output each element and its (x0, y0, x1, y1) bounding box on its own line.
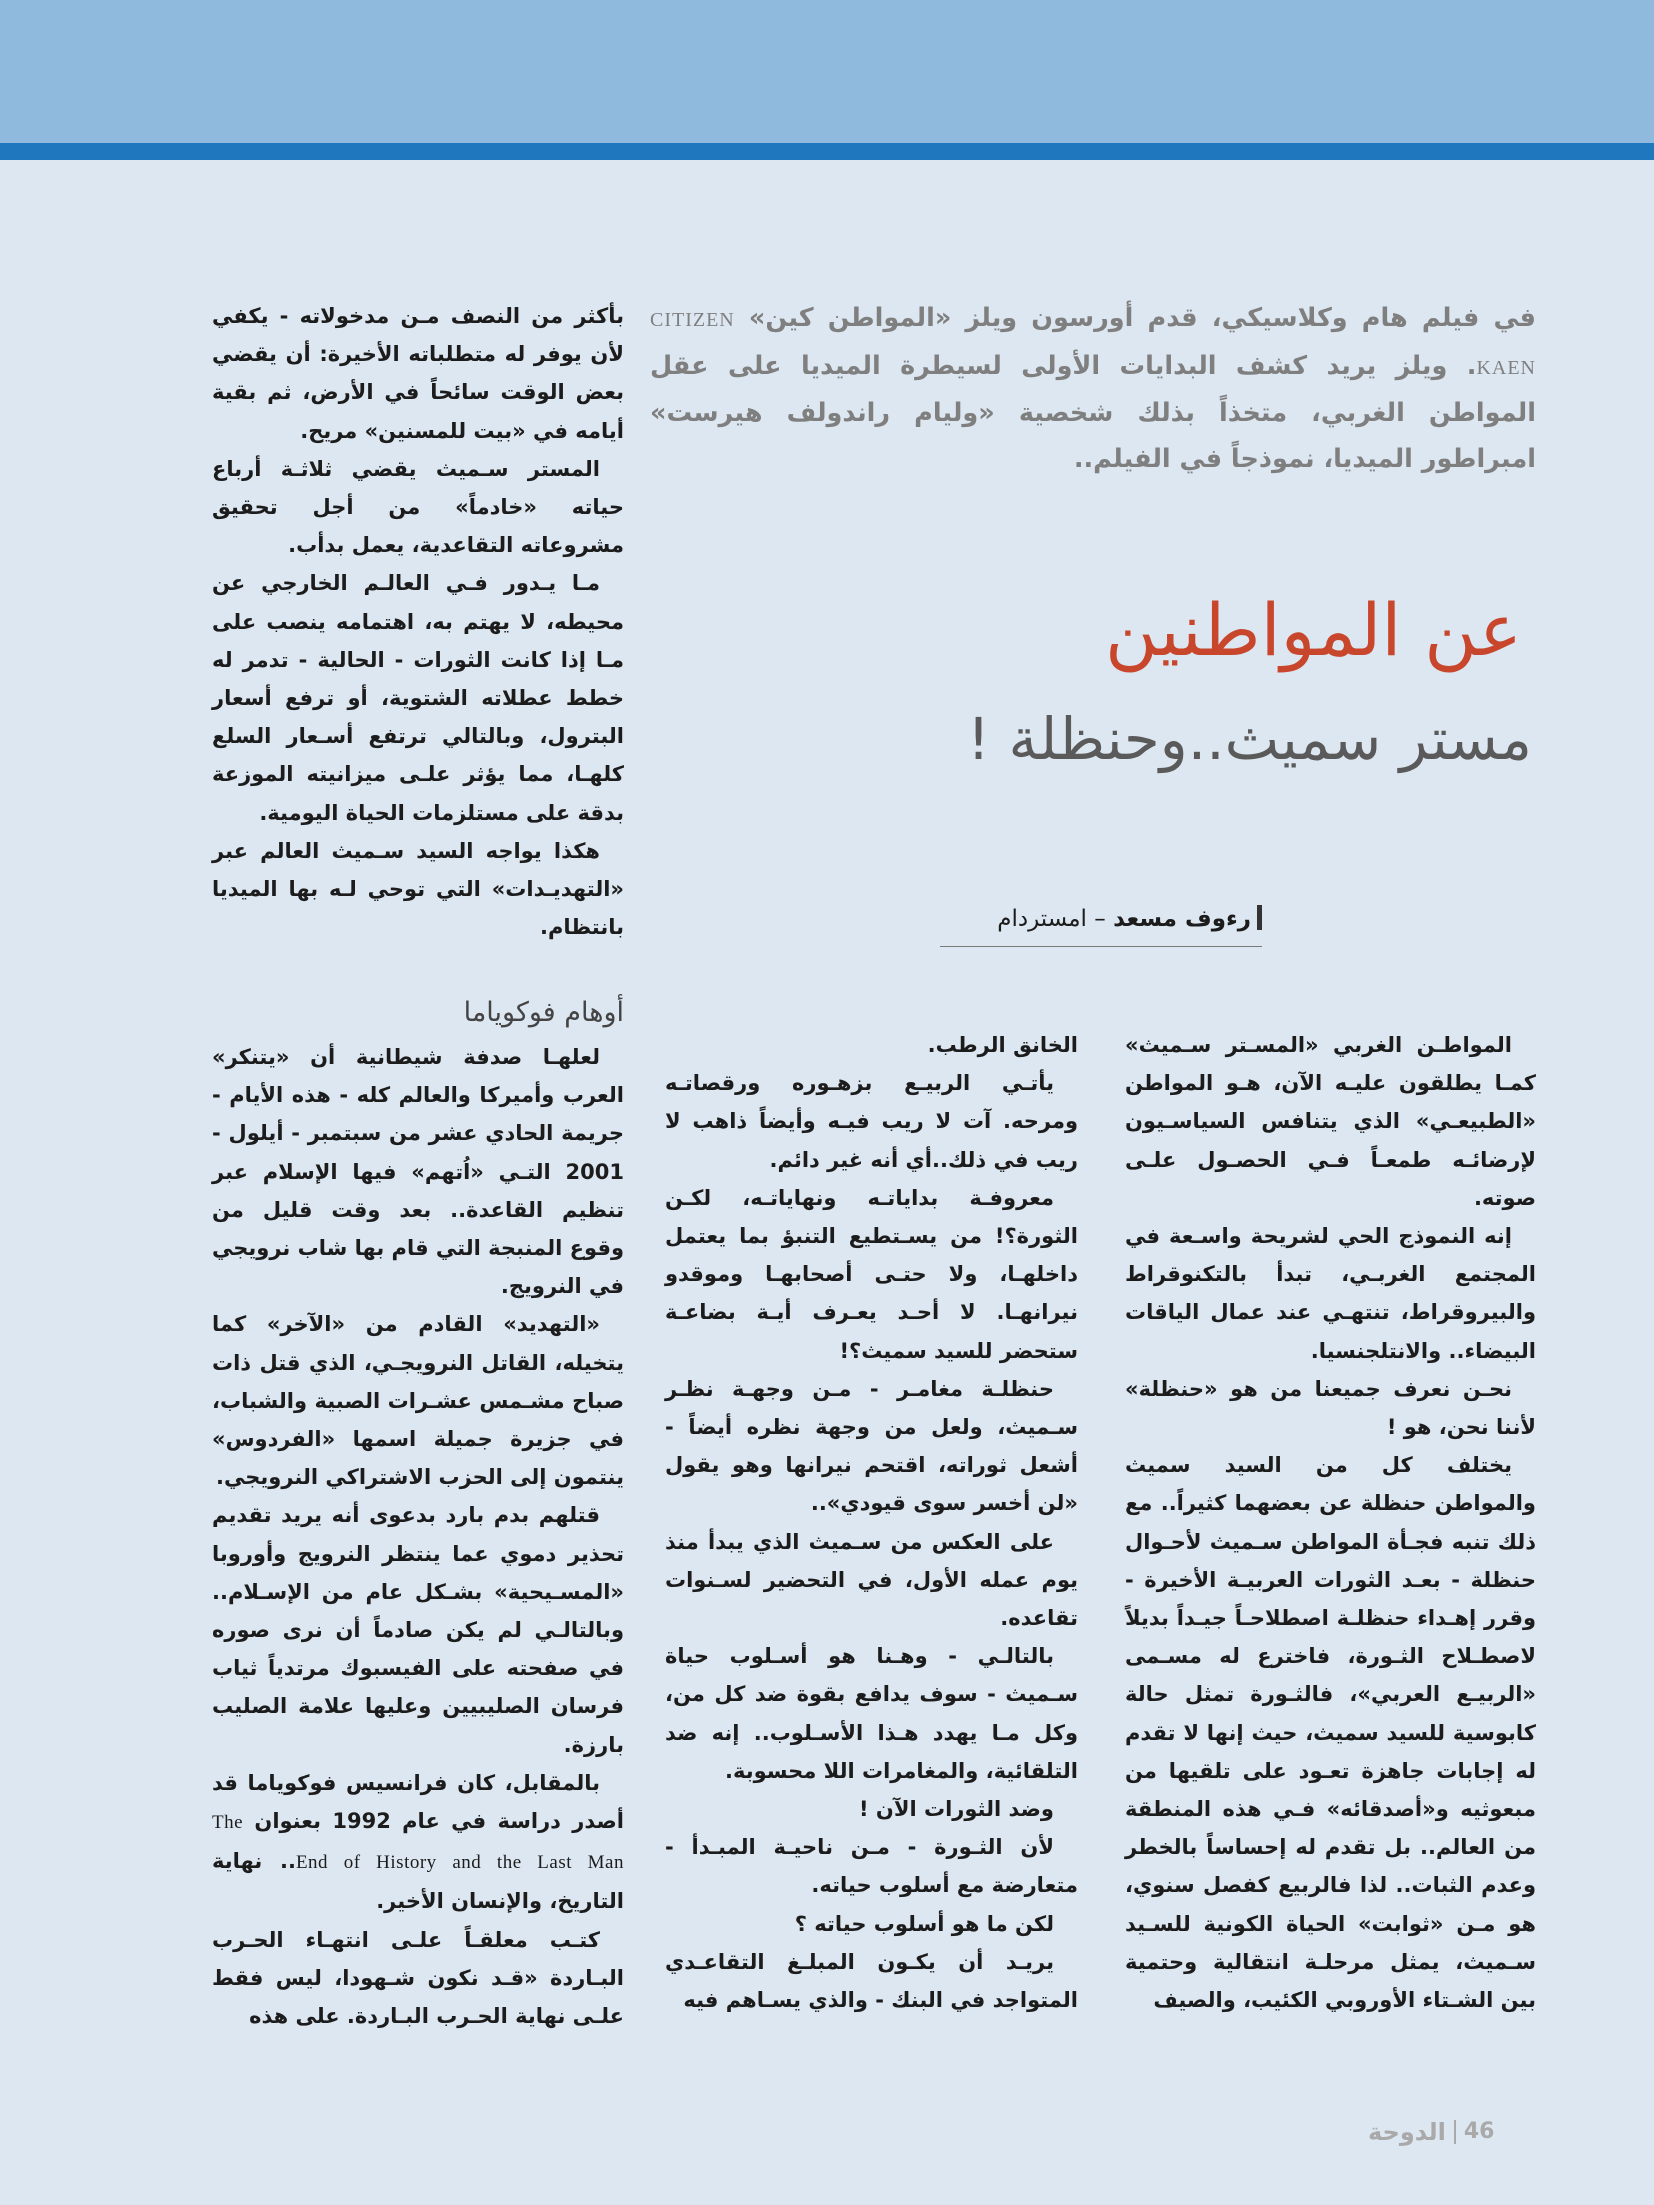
paragraph: الخانق الرطب. (927, 1033, 1078, 1057)
intro-latin-title: CITIZEN KAEN (650, 309, 1536, 379)
column-bottom-left (212, 990, 624, 2035)
column-right (1125, 1026, 1536, 2019)
paragraph: مـا يـدور فـي العالـم الخارجي عن محيطه، لا يهتم به، اهتمامه ينصب على مـا إذا كانت الثورات - الحالية - تدمر له خطط عطلاته الشتوية، أو ترفع أسعار البترول، وبالتالي ترتفع أسـعار السلع كلهـا، مما يؤثر علـى ميزانيته الموزعة بدقة على مستلزمات الحياة اليومية. (212, 571, 624, 825)
paragraph: بالتالـي - وهـنا هو أسـلوب حياة سـميث - سوف يدافع بقوة ضد كل من، وكل مـا يهدد هـذا الأسـلوب.. إنه ضد التلقائية، والمغامرات اللا محسوبة. (665, 1644, 1078, 1783)
paragraph: «التهديد» القادم من «الآخر» كما يتخيله، القاتل النرويجـي، الذي قتل ذات صباح مشـمس عشـرات الصبية والشباب، في جزيرة جميلة اسمها «الفردوس» ينتمون إلى الحزب الاشتراكي النرويجي. (212, 1312, 624, 1490)
paragraph: المواطـن الغربي «المسـتر سـميث» كمـا يطلقون عليـه الآن، هـو المواطن «الطبيعـي» الذي يتنافس السياسـيون لإرضائـه طمعـاً فـي الحصـول علـى صوته. (1125, 1033, 1536, 1210)
paragraph-text: .. نهاية التاريخ، والإنسان الأخير. (212, 1849, 624, 1914)
page-number: 46 (1463, 2119, 1495, 2144)
paragraph-text: بالمقابل، كان فرانسيس فوكوياما قد أصدر دراسة في عام 1992 بعنوان (212, 1770, 624, 1834)
author-name: رءوف مسعد (1113, 906, 1251, 932)
paragraph: لكن ما هو أسلوب حياته ؟ (794, 1911, 1054, 1936)
paragraph: يريـد أن يكـون المبلـغ التقاعـدي المتواجد في البنك - والذي يسـاهم فيه (665, 1949, 1078, 2013)
paragraph: معروفـة بداياتـه ونهاياتـه، لكـن الثورة؟! من يسـتطيع التنبؤ بما يعتمل داخلهـا، ولا حتـى أصحابهـا وموقدو نيرانهـا. لا أحـد يعـرف أيـة بضاعـة ستحضر للسيد سميث؟! (665, 1185, 1078, 1363)
intro-text-2: . ويلز يريد كشف البدايات الأولى لسيطرة الميديا على عقل المواطن الغربي، متخذاً بذلك شخصية «وليام راندولف هيرست» امبراطور الميديا، نموذجاً في الفيلم.. (650, 350, 1536, 474)
column-top-left (212, 297, 624, 946)
intro-text-1: في فيلم هام وكلاسيكي، قدم أورسون ويلز «المواطن كين» (734, 303, 1536, 333)
paragraph: قتلهم بدم بارد بدعوى أنه يريد تقديم تحذير دموي عما ينتظر النرويج وأوروبا «المسـيحية» بشـكل عام من الإسـلام.. وبالتالـي لم يكن صادماً أن نرى صوره في صفحته على الفيسبوك مرتدياً ثياب فرسان الصليبيين وعليها علامة الصليب بارزة. (212, 1503, 624, 1757)
book-title-latin: The End of History and the Last Man (212, 1812, 624, 1874)
paragraph: وضد الثورات الآن ! (859, 1797, 1054, 1822)
byline-separator: – (1086, 906, 1114, 932)
article-intro (650, 296, 1536, 482)
paragraph: لأن الثـورة - مـن ناحيـة المبـدأ - متعارضة مع أسلوب حياته. (665, 1835, 1078, 1898)
article-subtitle: مستر سميث..وحنظلة ! (966, 705, 1532, 773)
paragraph: كتـب معلقـاً علـى انتهـاء الحـرب البـاردة «قـد نكون شـهودا، ليس فقط علـى نهاية الحـرب البـاردة. على هذه (212, 1927, 624, 2029)
header-stripe (0, 143, 1654, 160)
footer-divider (1454, 2120, 1456, 2144)
byline (940, 898, 1262, 947)
header-band (0, 0, 1654, 143)
paragraph: لعلهـا صدفة شيطانية أن «يتنكر» العرب وأميركا والعالم كله - هذه الأيام - جريمة الحادي عشر من سبتمبر - أيلول - 2001 التـي «اُتهم» فيها الإسلام عبر تنظيم القاعدة.. بعد وقت قليل من وقوع المنبجة التي قام بها شاب نرويجي في النرويج. (212, 1045, 624, 1299)
paragraph: يختلف كل من السيد سميث والمواطن حنظلة عن بعضهما كثيراً.. مع ذلك تنبه فجـأة المواطن سـميث لأحـوال حنظلة - بعـد الثورات العربيـة الأخيرة - وقرر إهـداء حنظلـة اصطلاحـاً جيـداً بديلاً لاصطـلاح الثـورة، فاخترع له مسـمى «الربيـع العربي»، فالثـورة تمثل حالة كابوسية للسيد سميث، حيث إنها لا تقدم له إجابات جاهزة تعـود على تلقيها من مبعوثيه و«أصدقائه» فـي هذه المنطقة من العالم.. بل تقدم له إحساساً بالخطر وعدم الثبات.. لذا فالربيع كفصل سنوي، هو مـن «ثوابت» الحياة الكونية للسـيد سـميث، يمثل مرحلـة انتقالية وحتمية بين الشـتاء الأوروبي الكئيب، والصيف (1125, 1453, 1536, 2013)
paragraph: إنه النموذج الحي لشريحة واسـعة في المجتمع الغربـي، تبدأ بالتكنوقراط والبيروقراط، تنتهـي عند عمال الياقات البيضاء.. والانتلجنسيا. (1125, 1224, 1536, 1363)
paragraph (212, 1764, 624, 1921)
paragraph: حنظلـة مغامـر - مـن وجهـة نظـر سـميث، ولعل من وجهة نظره أيضاً - أشعل ثوراته، اقتحم نيرانها وهو يقول «لن أخسر سوى قيودي».. (665, 1376, 1078, 1516)
paragraph: المستر سـميث يقضي ثلاثـة أرباع حياته «خادماً» من أجل تحقيق مشروعاته التقاعدية، يعمل بدأب. (212, 456, 624, 558)
page-footer (1368, 2112, 1528, 2152)
paragraph: نحـن نعرف جميعنا من هو «حنظلة» لأننا نحن، هو ! (1125, 1376, 1536, 1440)
section-heading: أوهام فوكوياما (463, 997, 624, 1028)
byline-bar (1257, 905, 1262, 930)
paragraph: هكذا يواجه السيد سـميث العالم عبر «التهديـدات» التي توحي لـه بها الميديا بانتظام. (212, 838, 624, 940)
paragraph: على العكس من سـميث الذي يبدأ منذ يوم عمله الأول، في التحضير لسـنوات تقاعده. (665, 1529, 1078, 1631)
paragraph: يأتـي الربيـع بزهـوره ورقصاتـه ومرحه. آت لا ريب فيـه وأيضاً ذاهب لا ريب في ذلك..أي أنه غير دائم. (665, 1071, 1078, 1172)
magazine-logo: الدوحة (1368, 2118, 1446, 2146)
column-middle (665, 1026, 1078, 2019)
paragraph: بأكثر من النصف مـن مدخولاته - يكفي لأن يوفر له متطلباته الأخيرة: أن يقضي بعض الوقت سائحاً في الأرض، ثم بقية أيامه في «بيت للمسنين» مريح. (212, 304, 624, 443)
author-location: امستردام (997, 906, 1087, 932)
article-title: عن المواطنين (1105, 588, 1522, 672)
